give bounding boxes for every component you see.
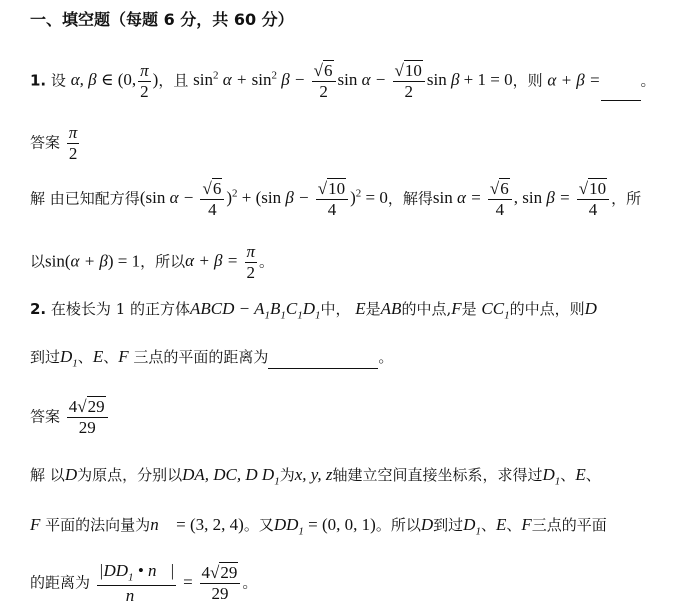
solution-1-cont: 以sin(α + β) = 1，所以α + β = $\frac{\pi}{2}$ 。	[30, 242, 275, 282]
solution-2-cont: F 平面的法向量为n⃗ = (3, 2, 4)。又$DD_1 = (0$, 0, 1)。所以D到过$D_1$、E、F三点的平面	[30, 515, 607, 538]
solution-2-end: 的距离为 $\frac{|DD_1 • n⃗|}{n⃗}$ = $\frac{4√29}{29}$ 。	[30, 561, 258, 605]
question-1-number: 1.	[30, 71, 47, 90]
solution-2: 解 以D为原点，分别以DA, DC, D $D_1$为x, y, z轴建立空间直接坐标系，求得过$D_1$、E、	[30, 465, 601, 488]
answer-blank	[601, 100, 641, 101]
answer-2: 答案 $\frac{4√29}{29}$	[30, 398, 110, 437]
answer-1: 答案 $\frac{\pi}{2}$	[30, 123, 78, 163]
question-1: 1. 设 α, β ∈ (0, $\frac{\pi}{2}$ )，且 $\sin^2 \alpha + \sin^2 \beta$ − $\frac{√6}{2}$ sin α − $\frac{√10}{2}$ sin β + 1 = 0，则 α + β = 。	[30, 61, 656, 101]
section-title: 一、填空题（每题 6 分，共 60 分）	[30, 10, 294, 29]
question-2-number: 2.	[30, 300, 47, 318]
solution-1: 解 由已知配方得(sin α − $\frac{√6}{4}$ )$^2$ + (sin β − $\frac{√10}{4}$ )$^2$ = 0，解得sin α = $\frac{√6}{4}$ , sin β = $\frac{√10}{4}$ ，所	[30, 179, 642, 219]
question-2: 2. 在棱长为 1 的正方体ABCD − $A_1B_1C_1D_1$中， E是AB的中点,F是 $CC_1$的中点，则D	[30, 299, 597, 322]
question-2-cont: 到过$D_1$、E、F 三点的平面的距离为 。	[30, 347, 394, 370]
answer-blank	[268, 368, 378, 369]
